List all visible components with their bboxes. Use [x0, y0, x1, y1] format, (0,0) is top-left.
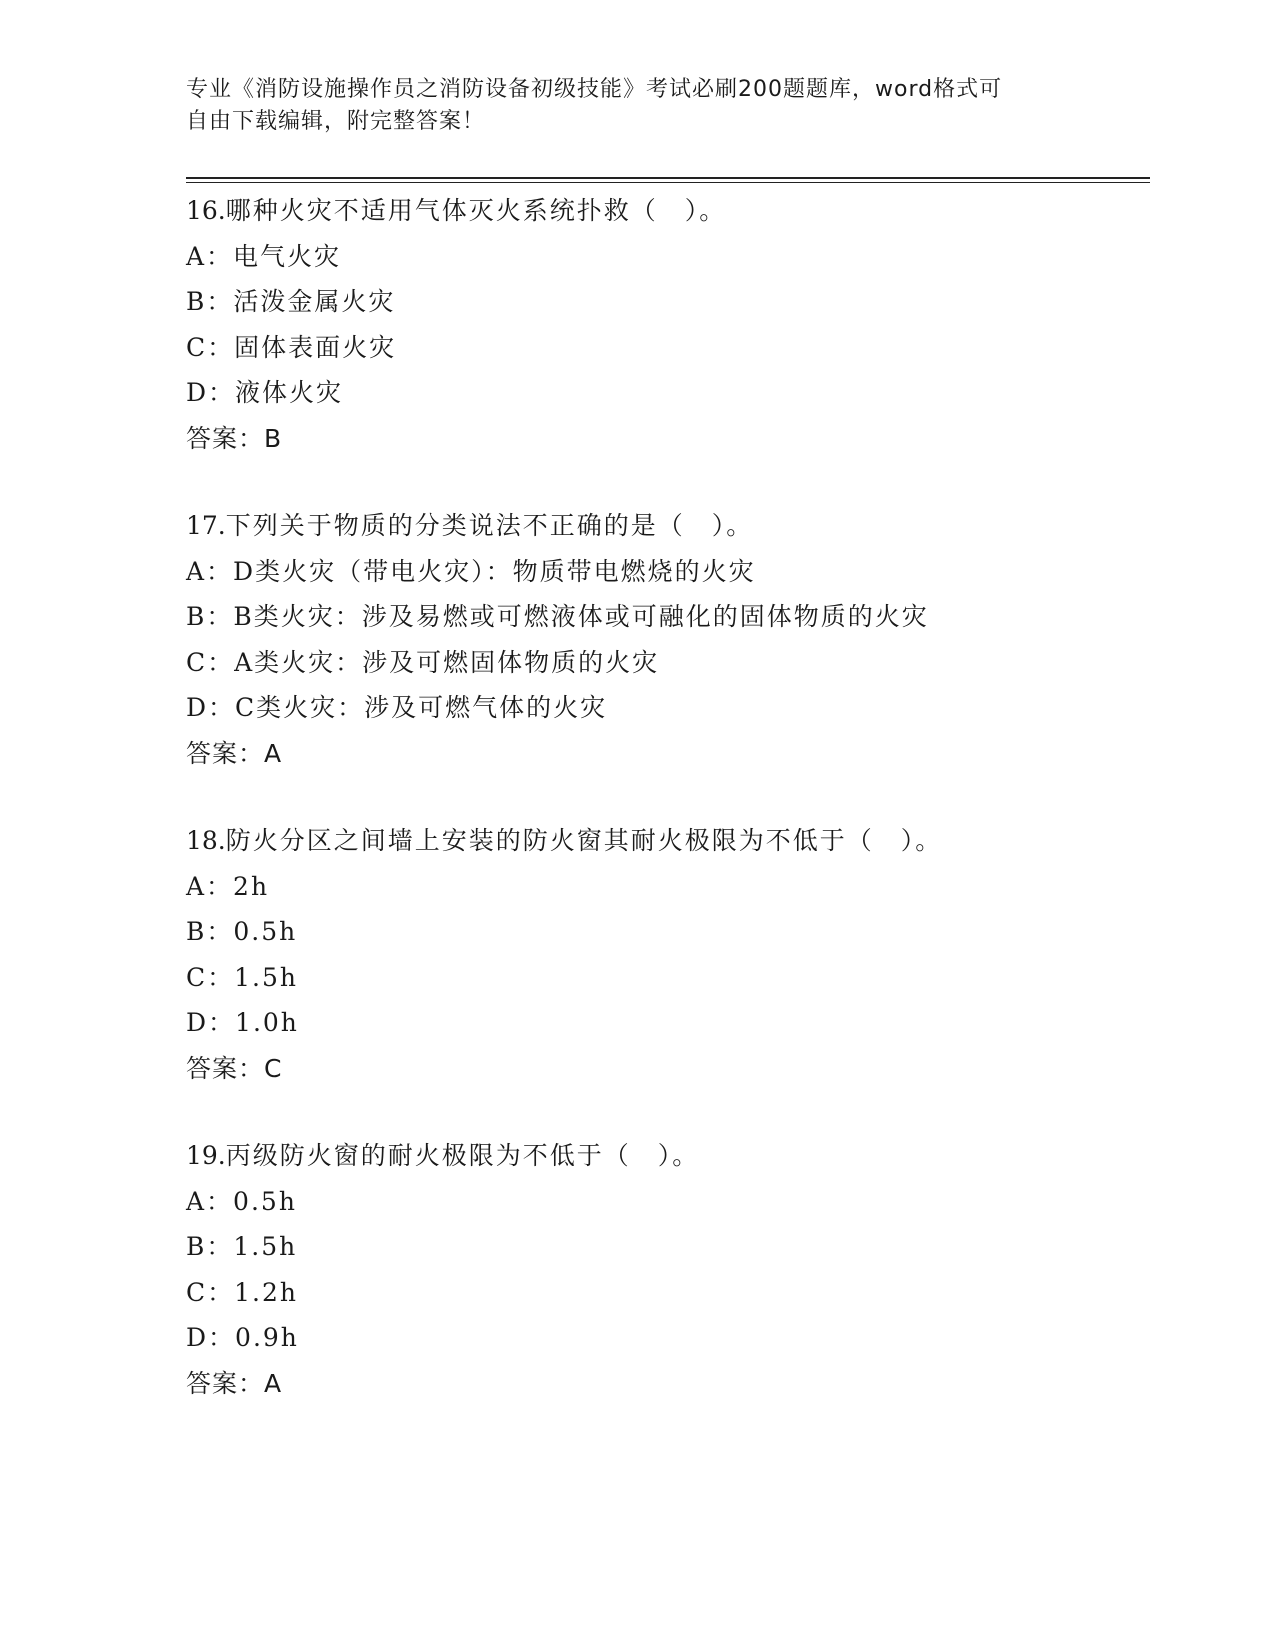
option-d: D：0.9h: [186, 1323, 299, 1352]
option-c: C：A类火灾：涉及可燃固体物质的火灾: [186, 647, 660, 677]
question-number: 19.: [186, 1141, 226, 1170]
question-18: [186, 818, 1146, 1091]
option-d: D：液体火灾: [186, 378, 344, 407]
answer: 答案：A: [186, 1368, 283, 1398]
question-17: [186, 503, 1146, 776]
header-divider-thick: [186, 177, 1150, 179]
option-c: C：固体表面火灾: [186, 332, 397, 362]
option-a: A：电气火灾: [186, 241, 342, 271]
option-d: D：C类火灾：涉及可燃气体的火灾: [186, 693, 608, 722]
option-a: A：2h: [186, 871, 270, 901]
option-c: C：1.5h: [186, 962, 298, 992]
question-stem: [186, 188, 1146, 234]
option-d: D：1.0h: [186, 1008, 299, 1037]
header-line-1: 专业《消防设施操作员之消防设备初级技能》考试必刷200题题库，word格式可: [186, 77, 1003, 102]
option-a: A：D类火灾（带电火灾）：物质带电燃烧的火灾: [186, 556, 756, 586]
question-list: [186, 188, 1146, 1448]
option-b: B：0.5h: [186, 917, 298, 946]
header-divider-thin: [186, 182, 1150, 183]
question-text: 丙级防火窗的耐火极限为不低于（ ）。: [225, 1141, 700, 1170]
question-stem: [186, 818, 1146, 864]
question-stem: [186, 503, 1146, 549]
question-text: 防火分区之间墙上安装的防火窗其耐火极限为不低于（ ）。: [225, 826, 943, 855]
question-19: [186, 1133, 1146, 1406]
option-a: A：0.5h: [186, 1186, 297, 1216]
option-b: B：1.5h: [186, 1232, 298, 1261]
answer: 答案：B: [186, 423, 283, 453]
question-stem: [186, 1133, 1146, 1179]
document-header: [186, 74, 1066, 138]
question-number: 17.: [186, 511, 226, 540]
option-c: C：1.2h: [186, 1277, 298, 1307]
question-text: 下列关于物质的分类说法不正确的是（ ）。: [225, 511, 754, 540]
question-text: 哪种火灾不适用气体灭火系统扑救（ ）。: [225, 196, 727, 225]
question-number: 18.: [186, 826, 226, 855]
question-number: 16.: [186, 196, 226, 225]
answer: 答案：C: [186, 1053, 283, 1083]
question-16: [186, 188, 1146, 461]
option-b: B：B类火灾：涉及易燃或可燃液体或可融化的固体物质的火灾: [186, 602, 929, 631]
answer: 答案：A: [186, 738, 283, 768]
header-line-2: 自由下载编辑，附完整答案！: [186, 109, 486, 134]
option-b: B：活泼金属火灾: [186, 287, 396, 316]
